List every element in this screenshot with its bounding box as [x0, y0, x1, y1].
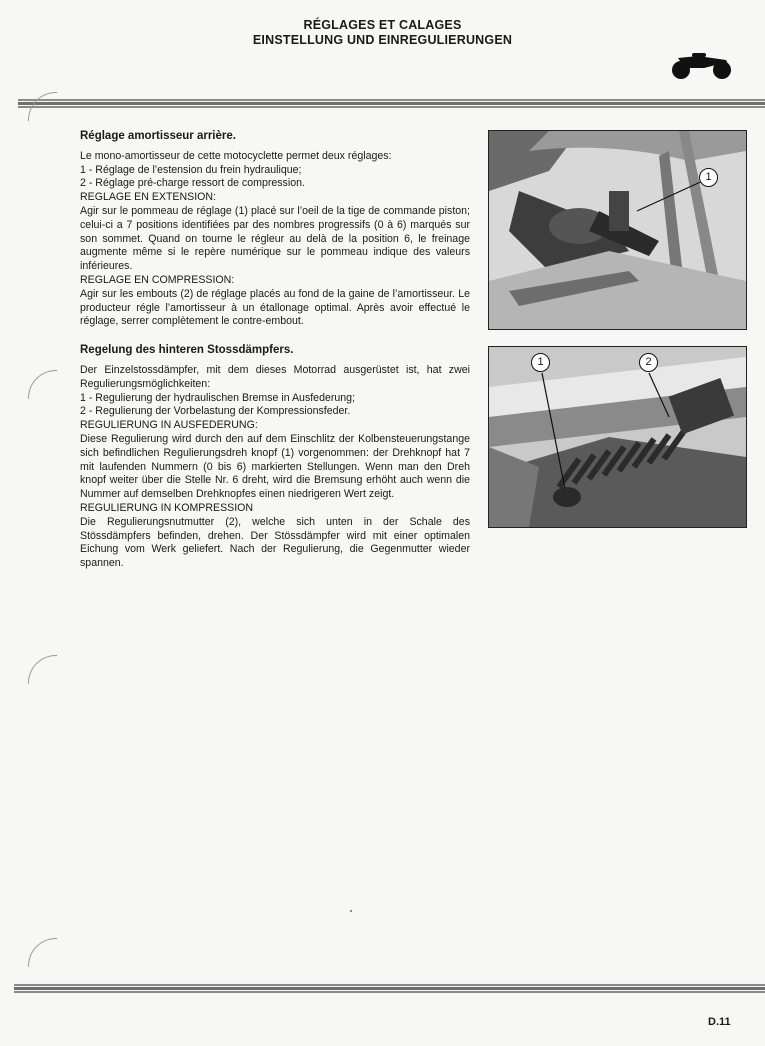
paragraph-compression: Agir sur les embouts (2) de réglage placés au fond de la gaine de l’amortisseur. Le producteur régle l’amortisseur à un étallonage optimal. Après avoir effectué le réglage, serrer complètement le contre-embout. — [80, 287, 470, 328]
binder-mark — [28, 655, 57, 684]
text-line: 1 - Réglage de l’estension du frein hydraulique; — [80, 163, 302, 176]
text-line: 2 - Réglage pré-charge ressort de compression. — [80, 177, 305, 190]
photo-illustration — [489, 131, 746, 329]
header-title-fr: RÉGLAGES ET CALAGES — [303, 18, 462, 32]
callout-marker: 2 — [639, 353, 658, 372]
binder-mark — [28, 938, 57, 967]
heading-de: Regelung des hinteren Stossdämpfers. — [80, 344, 294, 357]
text-line: 2 - Regulierung der Vorbelastung der Kompressionsfeder. — [80, 405, 351, 418]
callout-marker: 1 — [699, 168, 718, 187]
paragraph-kompression: Die Regulierungsnutmutter (2), welche sich unten in der Schale des Stössdämpfers befinden, drehen. Der Stössdämpfer wird mit einer optimalen Eichung vom Werk geliefert. Nach der Regulierung, die Gegenmutter wieder spannen. — [80, 515, 470, 570]
bottom-rule — [14, 984, 765, 998]
page-number: D.11 — [708, 1016, 731, 1028]
binder-mark — [28, 370, 57, 399]
top-rule — [18, 99, 765, 113]
paragraph-extension: Agir sur le pommeau de réglage (1) placé sur l’oeil de la tige de commande piston; celui-ci a 7 positions identifiées par des nombres progressifs (0 à 6) marqués sur son sommet. Quand on tourne le régleur au delà de la position 6, le freinage augmente même si le repère numérique sur le pommeau indique des valeurs inférieures. — [80, 204, 470, 273]
heading-fr: Réglage amortisseur arrière. — [80, 130, 236, 142]
text-column — [80, 130, 470, 571]
text-line: REGULIERUNG IN AUSFEDERUNG: — [80, 419, 258, 432]
stray-dot — [350, 910, 352, 912]
binder-mark — [28, 92, 57, 121]
figure-rear-shock-spring — [488, 346, 747, 528]
page-header — [0, 18, 765, 48]
text-line: 1 - Regulierung der hydraulischen Bremse in Ausfederung; — [80, 391, 356, 404]
kompression-heading-de: REGULIERUNG IN KOMPRESSION — [80, 501, 254, 514]
text-line: REGLAGE EN EXTENSION: — [80, 191, 216, 204]
intro-de: Der Einzelstossdämpfer, mit dem dieses Motorrad ausgerüstet ist, hat zwei Regulierungsmöglichkeiten: — [80, 363, 470, 390]
text-line: Le mono-amortisseur de cette motocyclette permet deux réglages: — [80, 149, 392, 162]
header-title-de: EINSTELLUNG UND EINREGULIERUNGEN — [252, 33, 513, 47]
callout-marker: 1 — [531, 353, 550, 372]
motorcycle-icon — [668, 50, 734, 80]
paragraph-ausfederung: Diese Regulierung wird durch den auf dem Einschlitz der Kolbensteuerungstange sich befindlichen Regulierungsdreh knopf (1) vorgenommen: der Drehknopf hat 7 mit laufenden Nummern (0 bis 6) markierten Stellungen. Wenn man den Dreh knopf weiter über die Stelle Nr. 6 dreht, wird die Bremsung erhöht auch wenn die Nummer auf demselben Drehknopfes einen niedrigeren Wert zeigt. — [80, 432, 470, 501]
figure-rear-shock-top — [488, 130, 747, 330]
photo-illustration — [489, 347, 746, 527]
compression-heading-fr: REGLAGE EN COMPRESSION: — [80, 273, 235, 286]
